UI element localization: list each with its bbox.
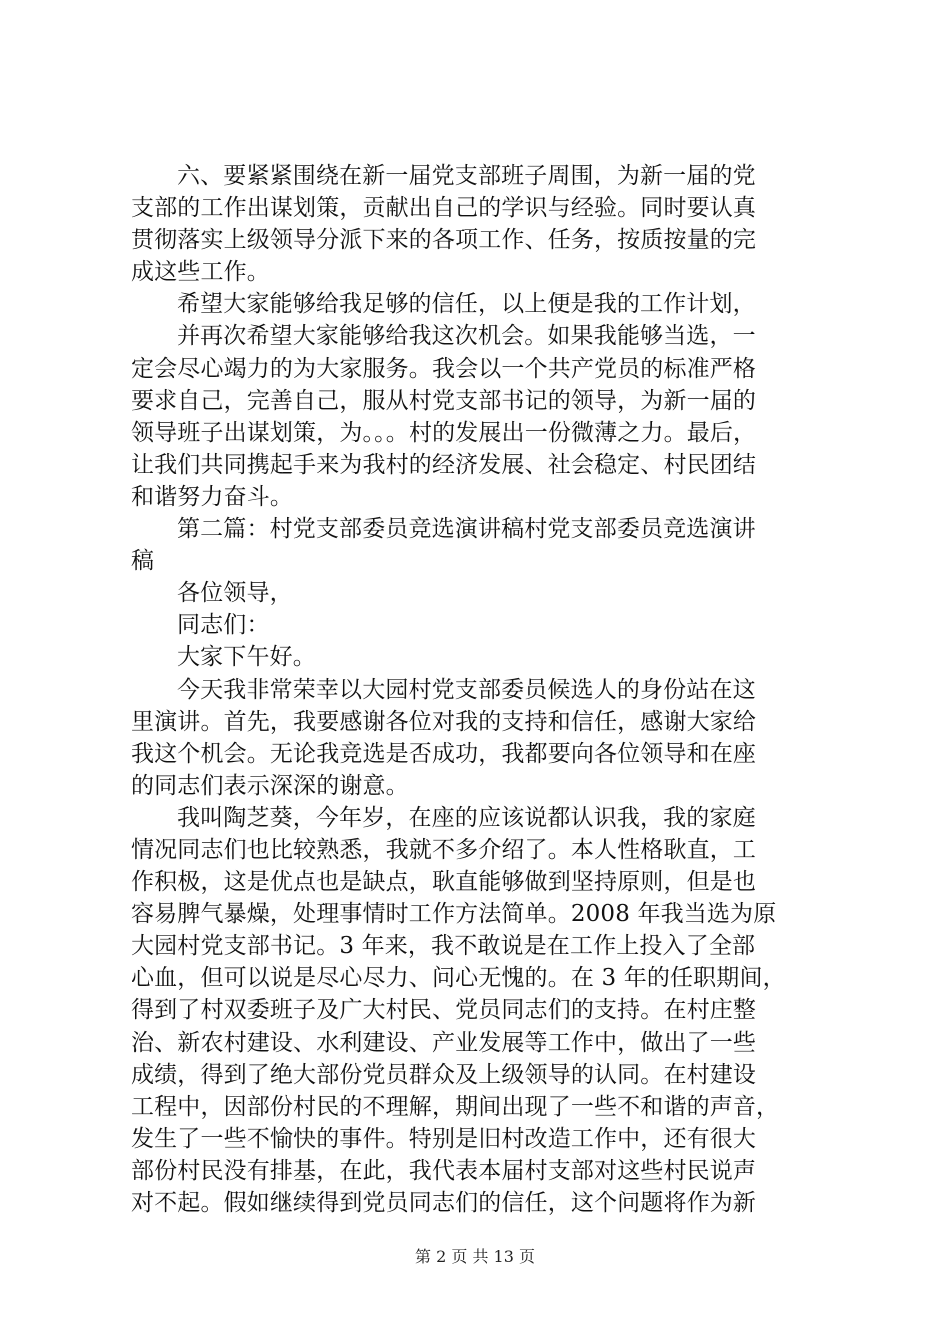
text-line: 大园村党支部书记。3 年来，我不敢说是在工作上投入了全部 [131,933,756,960]
salutation-line: 各位领导， [177,580,293,607]
text-line: 心血，但可以说是尽心尽力、问心无愧的。在 3 年的任职期间， [131,965,786,992]
text-line: 里演讲。首先，我要感谢各位对我的支持和信任，感谢大家给 [131,708,757,735]
text-line: 希望大家能够给我足够的信任，以上便是我的工作计划， [177,291,756,318]
text-line: 我叫陶芝葵，今年岁，在座的应该说都认识我，我的家庭 [177,804,756,831]
text-line: 和谐努力奋斗。 [131,483,294,510]
text-line: 定会尽心竭力的为大家服务。我会以一个共产党员的标准严格 [131,355,757,382]
text-line: 让我们共同携起手来为我村的经济发展、社会稳定、村民团结 [131,451,757,478]
text-line: 支部的工作出谋划策，贡献出自己的学识与经验。同时要认真 [131,195,757,222]
text-line: 作积极，这是优点也是缺点，耿直能够做到坚持原则，但是也 [131,869,757,896]
text-line: 领导班子出谋划策，为。。。村的发展出一份微薄之力。最后， [131,419,757,446]
text-line: 对不起。假如继续得到党员同志们的信任，这个问题将作为新 [131,1190,757,1216]
text-line: 情况同志们也比较熟悉，我就不多介绍了。本人性格耿直，工 [131,836,757,863]
section-heading-line: 稿 [131,548,155,575]
salutation-line: 同志们： [177,612,270,639]
text-line: 并再次希望大家能够给我这次机会。如果我能够当选，一 [177,323,756,350]
text-line: 容易脾气暴燥，处理事情时工作方法简单。2008 年我当选为原 [131,901,777,928]
text-line: 部份村民没有排基，在此，我代表本届村支部对这些村民说声 [131,1157,757,1184]
text-line: 贯彻落实上级领导分派下来的各项工作、任务，按质按量的完 [131,227,757,254]
page-number: 第 2 页 共 13 页 [415,1247,535,1266]
section-heading-line: 第二篇：村党支部委员竞选演讲稿村党支部委员竞选演讲 [177,516,756,543]
page-footer [0,1244,950,1267]
text-line: 六、要紧紧围绕在新一届党支部班子周围，为新一届的党 [177,163,756,189]
text-line: 治、新农村建设、水利建设、产业发展等工作中，做出了一些 [131,1029,757,1056]
text-line: 今天我非常荣幸以大园村党支部委员候选人的身份站在这 [177,676,756,703]
text-line: 工程中，因部份村民的不理解，期间出现了一些不和谐的声音， [131,1093,780,1120]
text-line: 成绩，得到了绝大部份党员群众及上级领导的认同。在村建设 [131,1061,757,1088]
text-line: 成这些工作。 [131,259,270,286]
document-body [131,160,831,1219]
greeting-line: 大家下午好。 [177,644,316,671]
text-line: 得到了村双委班子及广大村民、党员同志们的支持。在村庄整 [131,997,757,1024]
text-line: 我这个机会。无论我竞选是否成功，我都要向各位领导和在座 [131,740,757,767]
text-line: 的同志们表示深深的谢意。 [131,772,409,799]
text-line: 要求自己，完善自己，服从村党支部书记的领导，为新一届的 [131,387,757,414]
text-line: 发生了一些不愉快的事件。特别是旧村改造工作中，还有很大 [131,1125,757,1152]
